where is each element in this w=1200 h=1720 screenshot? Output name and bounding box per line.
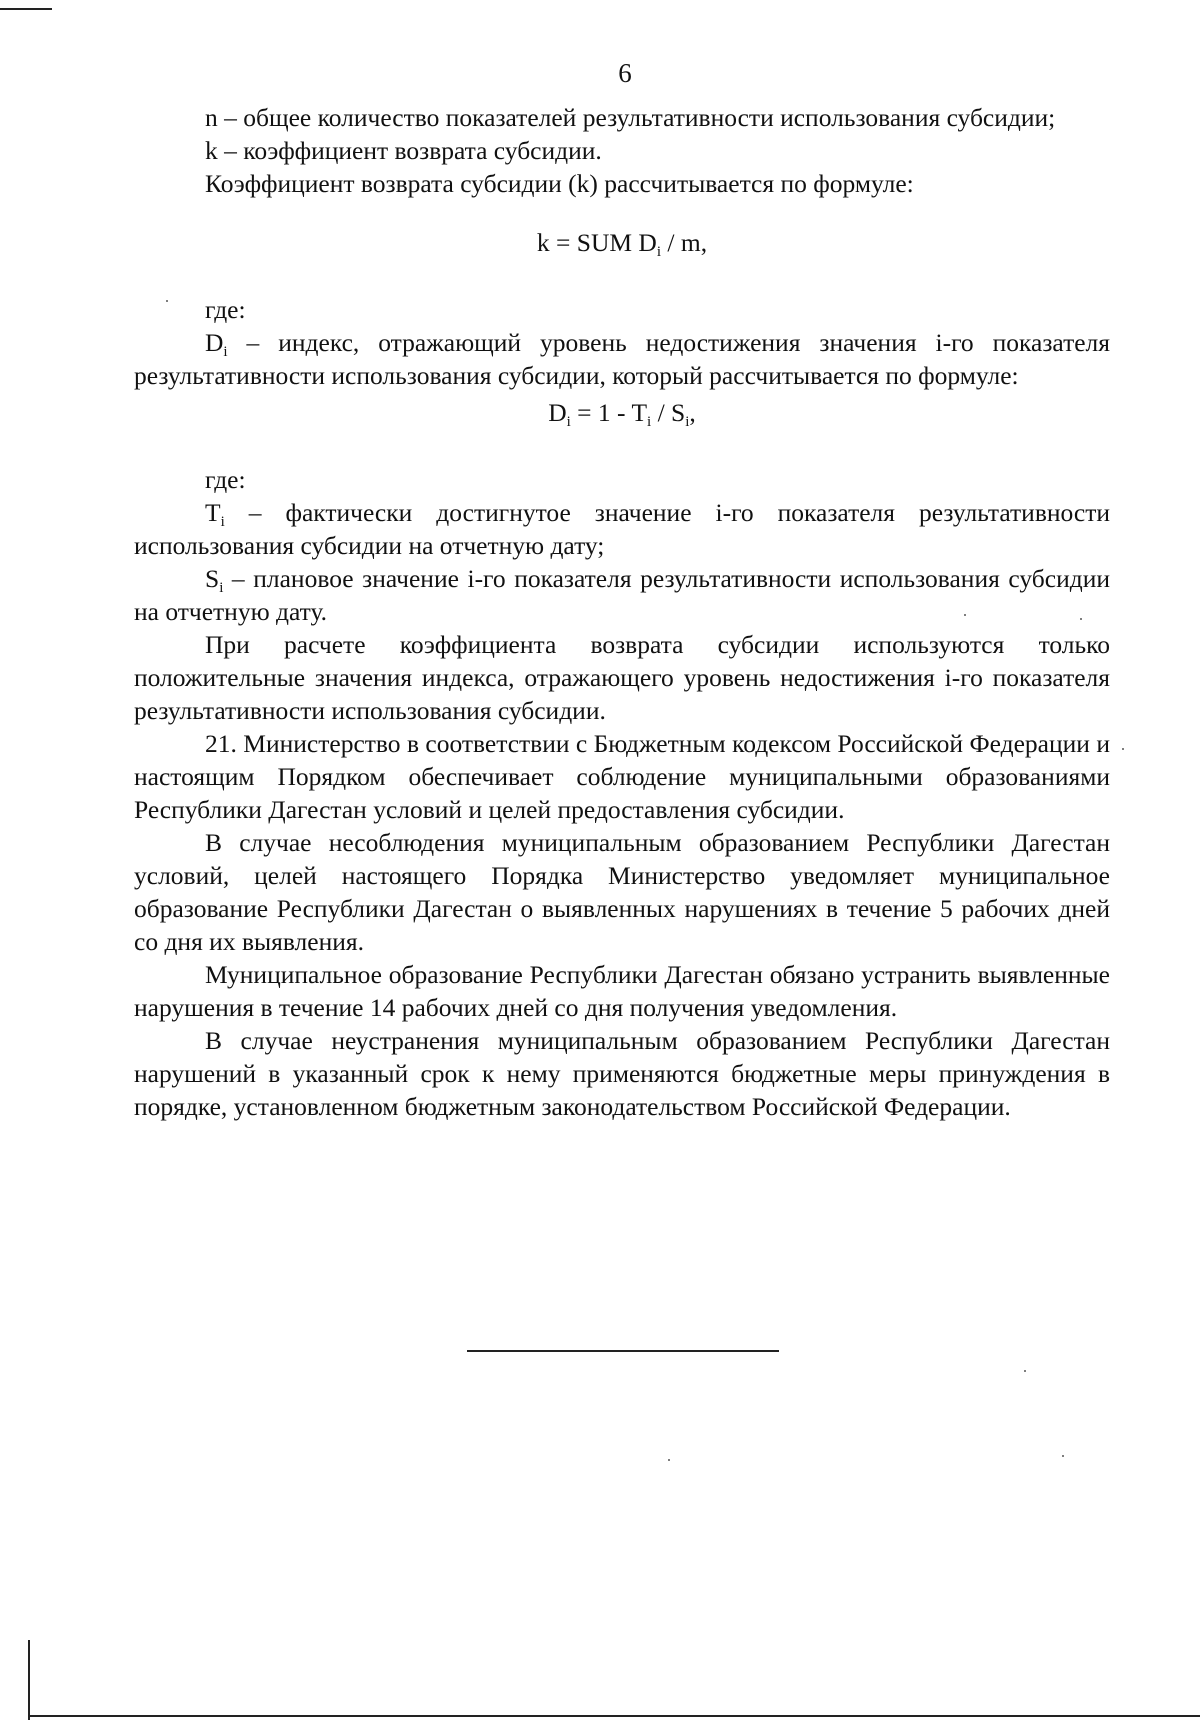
where-label-2: где: xyxy=(205,465,246,494)
paragraph-positive-values: При расчете коэффициента возврата субсидии используются только положительные значения индекса, отражающего уровень недостижения i-го показателя результативности использования субсидии. xyxy=(134,630,1110,725)
formula-s-sub: i xyxy=(685,414,690,430)
t-symbol-sub: i xyxy=(220,514,225,530)
formula-t-sub: i xyxy=(647,414,652,430)
paragraph-k-formula-intro: Коэффициент возврата субсидии (k) рассчитывается по формуле: xyxy=(205,169,914,198)
formula-d-tail: , xyxy=(689,398,696,427)
s-symbol-sub: i xyxy=(219,580,224,596)
scan-edge-bottom xyxy=(28,1715,1200,1717)
formula-k-sub: i xyxy=(656,244,662,260)
paragraph-d-definition xyxy=(134,326,1110,392)
t-definition-text: – фактически достигнутое значение i-го показателя результативности использования субсидии на отчетную дату; xyxy=(134,498,1110,560)
paragraph-noncompliance: В случае несоблюдения муниципальным образованием Республики Дагестан условий, целей настоящего Порядка Министерство уведомляет муниципальное образование Республики Дагестан о выявленных нарушениях в течение 5 рабочих дней со дня их выявления. xyxy=(134,828,1110,956)
formula-k xyxy=(134,226,1110,259)
scan-speck xyxy=(166,300,168,302)
document-body xyxy=(134,101,1110,1123)
formula-k-rhs: / m, xyxy=(661,228,708,257)
scan-edge-left xyxy=(28,1640,30,1720)
scan-speck xyxy=(668,1459,670,1461)
where-label-1: где: xyxy=(205,295,246,324)
formula-d-mid: = 1 - T xyxy=(570,398,648,427)
scan-speck xyxy=(964,614,966,616)
scan-speck xyxy=(1062,1455,1064,1457)
s-symbol: S xyxy=(205,564,220,593)
paragraph-s-definition xyxy=(134,562,1110,628)
scan-speck xyxy=(1122,748,1124,750)
formula-d-sub: i xyxy=(566,414,571,430)
end-of-text-rule xyxy=(467,1350,779,1352)
s-definition-text: – плановое значение i-го показателя результативности использования субсидии на отчетную дату. xyxy=(134,564,1110,626)
page-number: 6 xyxy=(618,58,632,88)
formula-k-lhs: k = SUM D xyxy=(536,228,657,257)
d-symbol: D xyxy=(205,328,224,357)
formula-d-slash: / S xyxy=(651,398,686,427)
scan-speck xyxy=(1024,1370,1026,1372)
paragraph-remedy-deadline: Муниципальное образование Республики Дагестан обязано устранить выявленные нарушения в течение 14 рабочих дней со дня получения уведомления. xyxy=(134,960,1110,1022)
formula-d-symbol: D xyxy=(548,398,567,427)
formula-d xyxy=(134,396,1110,429)
d-definition-text: – индекс, отражающий уровень недостижения значения i-го показателя результативности использования субсидии, который рассчитывается по формуле: xyxy=(134,328,1110,390)
paragraph-t-definition xyxy=(134,496,1110,562)
paragraph-clause-21: 21. Министерство в соответствии с Бюджетным кодексом Российской Федерации и настоящим Порядком обеспечивает соблюдение муниципальными образованиями Республики Дагестан условий и целей предоставления субсидии. xyxy=(134,729,1110,824)
d-symbol-sub: i xyxy=(223,344,228,360)
t-symbol: T xyxy=(205,498,221,527)
scan-edge-top xyxy=(0,8,52,10)
scan-speck xyxy=(1080,618,1082,620)
paragraph-enforcement: В случае неустранения муниципальным образованием Республики Дагестан нарушений в указанный срок к нему применяются бюджетные меры принуждения в порядке, установленном бюджетным законодательством Российской Федерации. xyxy=(134,1026,1110,1121)
paragraph-n-definition: n – общее количество показателей результативности использования субсидии; xyxy=(205,103,1056,132)
paragraph-k-definition: k – коэффициент возврата субсидии. xyxy=(205,136,602,165)
